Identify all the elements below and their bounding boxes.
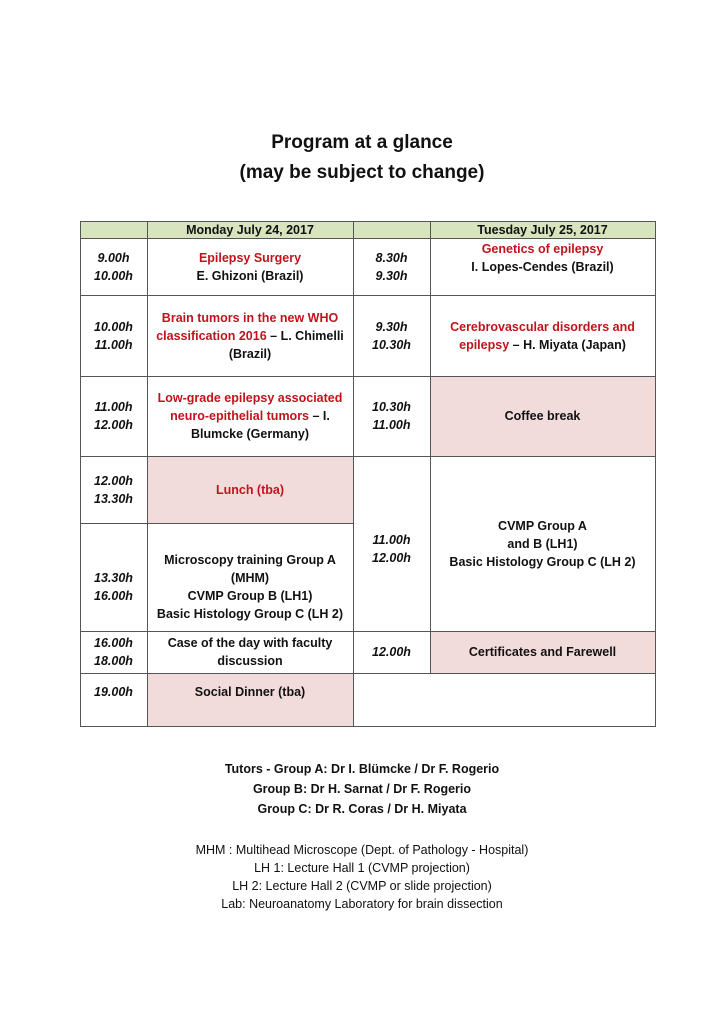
time-end: 18.00h	[94, 654, 133, 668]
time-end: 9.30h	[375, 268, 408, 283]
session-topic: Epilepsy Surgery	[198, 250, 302, 265]
grid-line	[80, 221, 656, 222]
tutors-line: Tutors - Group A: Dr I. Blümcke / Dr F. Rogerio	[224, 762, 500, 776]
tuesday-time-slot	[353, 456, 430, 631]
session-speaker: E. Ghizoni (Brazil)	[196, 268, 304, 283]
time-start: 12.00h	[94, 473, 133, 488]
grid-line	[80, 376, 656, 377]
tutors-line: Group C: Dr R. Coras / Dr H. Miyata	[257, 802, 467, 816]
time-end: 13.30h	[94, 491, 133, 506]
time-start: 8.30h	[375, 250, 408, 265]
grid-line	[80, 523, 353, 524]
tuesday-time-slot	[353, 295, 430, 376]
tuesday-time-slot	[353, 376, 430, 456]
grid-line	[80, 726, 656, 727]
session-topic: classification 2016	[156, 328, 267, 343]
grid-line	[353, 221, 354, 727]
session-speaker: – H. Miyata (Japan)	[512, 337, 626, 352]
grid-line	[80, 456, 656, 457]
grid-line	[80, 238, 656, 239]
time-start: 12.00h	[372, 645, 411, 659]
session-topic: Low-grade epilepsy associated	[157, 391, 343, 405]
session-topic: Cerebrovascular disorders and	[450, 319, 635, 334]
session-line: discussion	[217, 654, 283, 668]
time-end: 12.00h	[372, 550, 411, 565]
session-speaker: I. Lopes-Cendes (Brazil)	[471, 260, 614, 274]
page-subtitle: (may be subject to change)	[239, 162, 485, 183]
tuesday-time-slot	[353, 631, 430, 673]
monday-session-social-dinner: Social Dinner (tba)	[147, 673, 353, 726]
grid-line	[655, 221, 656, 727]
header-blank-cell	[80, 221, 147, 238]
monday-time-slot	[80, 295, 147, 376]
tutors-line: Group B: Dr H. Sarnat / Dr F. Rogerio	[252, 782, 472, 796]
monday-time-slot	[80, 238, 147, 295]
session-topic: neuro-epithelial tumors	[170, 409, 310, 423]
legend-line: MHM : Multihead Microscope (Dept. of Pathology - Hospital)	[195, 843, 529, 857]
session-speaker: – I.	[312, 409, 330, 423]
session-line: Microscopy training Group A	[164, 553, 336, 567]
time-end: 12.00h	[94, 418, 133, 432]
grid-line	[80, 295, 656, 296]
monday-session-case-of-the-day	[147, 631, 353, 673]
grid-line	[80, 221, 81, 727]
session-topic: Genetics of epilepsy	[481, 242, 604, 256]
time-start: 9.00h	[97, 250, 130, 265]
time-start: 11.00h	[94, 400, 133, 414]
grid-line	[147, 221, 148, 727]
time-end: 11.00h	[372, 418, 411, 432]
legend-line: Lab: Neuroanatomy Laboratory for brain dissection	[221, 897, 503, 911]
session-line: Basic Histology Group C (LH 2)	[449, 554, 636, 569]
time-end: 10.30h	[372, 337, 411, 352]
session-topic: epilepsy	[459, 337, 510, 352]
session-line: Case of the day with faculty	[167, 636, 333, 650]
header-tuesday: Tuesday July 25, 2017	[430, 221, 655, 238]
monday-time-slot	[80, 523, 147, 631]
time-end: 11.00h	[94, 337, 133, 352]
session-speaker: (Brazil)	[228, 346, 272, 361]
grid-line	[430, 221, 431, 673]
session-speaker: – L. Chimelli	[270, 328, 344, 343]
monday-session-microscopy-training	[147, 523, 353, 631]
tuesday-session-cerebrovascular	[430, 295, 655, 376]
monday-session-brain-tumors	[147, 295, 353, 376]
header-monday: Monday July 24, 2017	[147, 221, 353, 238]
session-line: and B (LH1)	[507, 536, 578, 551]
legend-line: LH 1: Lecture Hall 1 (CVMP projection)	[254, 861, 470, 875]
tuesday-session-cvmp-training	[430, 456, 655, 631]
time-start: 10.00h	[94, 319, 133, 334]
time-start: 16.00h	[94, 636, 133, 650]
time-start: 10.30h	[372, 400, 411, 414]
time-start: 13.30h	[94, 571, 133, 585]
session-line: CVMP Group A	[498, 518, 587, 533]
time-start: 19.00h	[94, 685, 133, 699]
time-end: 16.00h	[94, 589, 133, 603]
legend-line: LH 2: Lecture Hall 2 (CVMP or slide projection)	[232, 879, 492, 893]
tuesday-session-coffee-break: Coffee break	[430, 376, 655, 456]
time-end: 10.00h	[94, 268, 133, 283]
session-speaker: Blumcke (Germany)	[190, 427, 310, 441]
header-blank-cell	[353, 221, 430, 238]
monday-time-slot	[80, 376, 147, 456]
monday-time-slot	[80, 673, 147, 726]
session-line: Basic Histology Group C (LH 2)	[156, 607, 344, 621]
session-line: (MHM)	[230, 571, 270, 585]
grid-line	[80, 631, 656, 632]
session-line: CVMP Group B (LH1)	[187, 589, 313, 603]
monday-session-epilepsy-surgery	[147, 238, 353, 295]
time-start: 9.30h	[375, 319, 408, 334]
tuesday-session-genetics	[430, 238, 655, 295]
page-title: Program at a glance	[271, 132, 453, 153]
tuesday-time-slot	[353, 238, 430, 295]
grid-line	[80, 673, 656, 674]
monday-time-slot	[80, 631, 147, 673]
session-topic: Brain tumors in the new WHO	[161, 310, 339, 325]
monday-time-slot	[80, 456, 147, 523]
monday-session-low-grade-tumors	[147, 376, 353, 456]
time-start: 11.00h	[372, 532, 411, 547]
tuesday-session-certificates: Certificates and Farewell	[430, 631, 655, 673]
monday-session-lunch: Lunch (tba)	[147, 456, 353, 523]
